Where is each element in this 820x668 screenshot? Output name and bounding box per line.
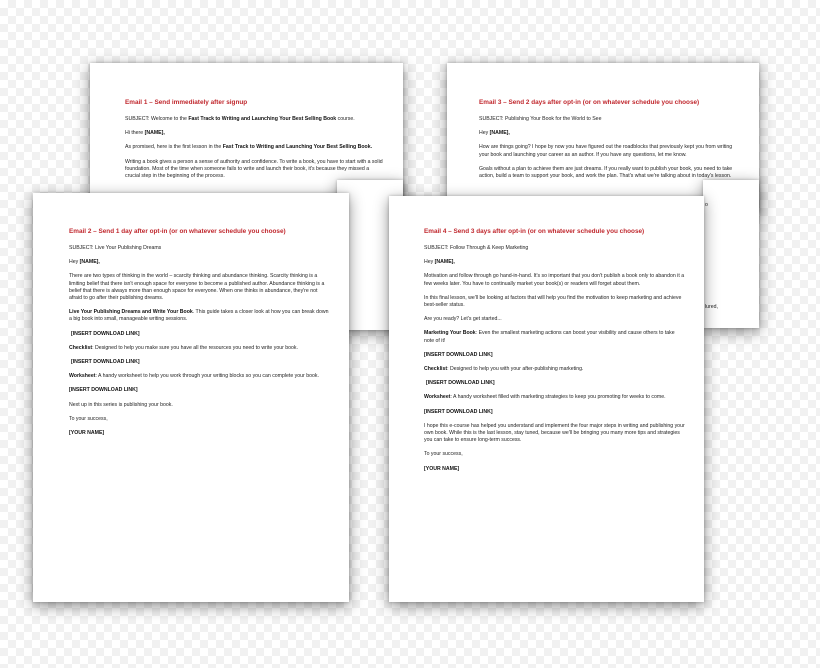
email-4-paragraph-3: Are you ready? Let's get started... [424,316,502,323]
email-2-subject: SUBJECT: Live Your Publishing Dreams [69,245,162,251]
email-4-signoff: To your success, [424,451,463,458]
email-4-paragraph-1: Motivation and follow through go hand-in-hand. It's so important that you don't publish a book only to abandon it a few weeks later. You have to continually market your book(s) or readers will forget about them. [424,273,685,287]
email-4-download-link-1: [INSERT DOWNLOAD LINK] [424,351,493,358]
email-2-guide: Live Your Publishing Dreams and Write Your Book. This guide takes a closer look at how you can break down a big book into small, manageable writing sessions. [69,309,329,323]
email-1-greeting: Hi there [NAME], [125,130,165,137]
email-1-paragraph-2: Writing a book gives a person a sense of authority and confidence. To write a book, you have to start with a solid foundation. Most of the time when someone fails to write and launch their book, it's because they missed a crucial step in the beginning of the process. [125,158,383,180]
email-2-paragraph-1: There are two types of thinking in the world – scarcity thinking and abundance thinking. Scarcity thinking is a limiting belief that there isn't enough space for everyone to become a published author. Abundance thinking is a belief that there is always more than enough space for everyone. When one thinks in abundance, they're not afraid to go after their publishing dreams. [69,273,325,302]
email-4-worksheet: Worksheet: A handy worksheet filled with marketing strategies to keep you promoting for weeks to come. [424,394,666,401]
email-2-greeting: Hey [NAME], [69,259,100,266]
email-3-page-edge [703,180,759,328]
email-4-download-link-3: [INSERT DOWNLOAD LINK] [424,408,493,415]
email-2-checklist: Checklist: Designed to help you make sure you have all the resources you need to write your book. [69,344,298,351]
email-1-paragraph-1: As promised, here is the first lesson in the Fast Track to Writing and Launching Your Best Selling Book. [125,144,373,151]
email-2-your-name: [YOUR NAME] [69,430,105,437]
email-4-title: Email 4 – Send 3 days after opt-in (or on whatever schedule you choose) [424,228,645,235]
email-4-your-name: [YOUR NAME] [424,465,460,472]
email-2-page [33,193,349,602]
email-2-download-link-2: [INSERT DOWNLOAD LINK] [71,359,140,366]
email-4-subject: SUBJECT: Follow Through & Keep Marketing [424,245,529,251]
email-3-subject: SUBJECT: Publishing Your Book for the World to See [479,116,602,122]
email-3-edge-text-1: o [705,202,708,208]
email-4-download-link-2: [INSERT DOWNLOAD LINK] [426,380,495,387]
email-2-worksheet: Worksheet: A handy worksheet to help you work through your writing blocks so you can complete your book. [69,373,319,380]
email-4-page [389,196,704,602]
email-2-signoff: To your success, [69,415,108,422]
email-2-download-link-3: [INSERT DOWNLOAD LINK] [69,387,138,394]
email-3-edge-text-2: lured, [705,304,718,310]
email-4-checklist: Checklist: Designed to help you with your after-publishing marketing. [424,366,584,373]
email-3-paragraph-1: How are things going? I hope by now you have figured out the roadblocks that previously kept you from writing your book and launching your career as an author. If you have any questions, let me know. [479,144,733,158]
email-3-title: Email 3 – Send 2 days after opt-in (or on whatever schedule you choose) [479,99,700,106]
email-2-title: Email 2 – Send 1 day after opt-in (or on whatever schedule you choose) [69,228,286,235]
email-2-download-link-1: [INSERT DOWNLOAD LINK] [71,330,140,337]
email-3-greeting: Hey [NAME], [479,130,510,137]
email-1-subject: SUBJECT: Welcome to the Fast Track to Writing and Launching Your Best Selling Book course. [125,116,355,122]
email-4-paragraph-2: In this final lesson, we'll be looking at factors that will help you find the motivation to keep marketing and achieve best-seller status. [424,294,682,309]
email-4-closing: I hope this e-course has helped you understand and implement the four major steps in writing and publishing your own book. While this is the last lesson, stay tuned, because we'll be bringing you many more tips and strategies you can take to ensure long-term success. [424,422,685,444]
email-3-paragraph-2: Goals without a plan to achieve them are just dreams. If you really want to publish your book, you need to take action, build a team to support your book, and work the plan. That's what we're talking about in today's lesson. [479,165,733,180]
email-4-greeting: Hey [NAME], [424,259,455,266]
email-4-marketing: Marketing Your Book: Even the smallest marketing actions can boost your visibility and cause others to take note of it! [424,330,675,344]
email-2-next-up: Next up in this series is publishing your book. [69,401,173,408]
email-1-title: Email 1 – Send immediately after signup [125,99,248,106]
